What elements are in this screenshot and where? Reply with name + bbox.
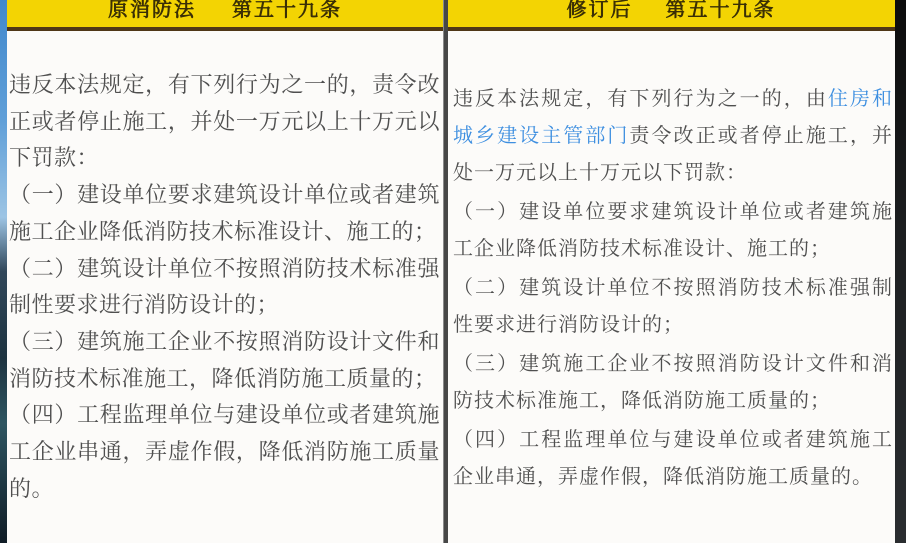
highlighted-term: 住房和城乡建设主管部门 <box>453 88 894 147</box>
right-window-edge <box>895 0 906 543</box>
law-text-run: 违反本法规定，有下列行为之一的，责令改正或者停止施工，并处一万元以上十万元以下罚款： <box>9 72 440 171</box>
law-text-run: （三）建筑施工企业不按照消防设计文件和消防技术标准施工，降低消防施工质量的； <box>9 328 440 391</box>
law-paragraph <box>9 324 440 397</box>
column-original-law <box>7 0 443 543</box>
law-text-run: （一）建设单位要求建筑设计单位或者建筑施工企业降低消防技术标准设计、施工的； <box>9 182 440 244</box>
law-text-run: 违反本法规定，有下列行为之一的，由 <box>453 88 828 110</box>
law-paragraph <box>453 422 893 496</box>
column-revised-law <box>447 0 895 543</box>
law-text-run: （二）建筑设计单位不按照消防技术标准强制性要求进行消防设计的； <box>9 255 440 318</box>
law-paragraph <box>453 346 893 420</box>
column-divider <box>443 0 448 543</box>
header-law-label: 原消防法 <box>108 0 196 21</box>
law-text-run: （三）建筑施工企业不按照消防设计文件和消防技术标准施工，降低消防施工质量的； <box>453 353 893 412</box>
law-text-run: （四）工程监理单位与建设单位或者建筑施工企业串通，弄虚作假，降低消防施工质量的。 <box>9 402 440 501</box>
column-header-original <box>7 0 443 31</box>
law-paragraph <box>453 194 893 268</box>
header-article-label: 第五十九条 <box>232 0 342 21</box>
law-paragraph <box>453 270 893 344</box>
law-paragraph <box>9 177 440 250</box>
law-text-run: （一）建设单位要求建筑设计单位或者建筑施工企业降低消防技术标准设计、施工的； <box>453 201 893 260</box>
column-header-revised <box>447 0 895 31</box>
left-window-edge <box>0 0 7 543</box>
law-paragraph <box>9 251 440 324</box>
column-body-original <box>7 31 443 507</box>
law-text-run: 责令改正或者停止施工，并处一万元以上十万元以下罚款： <box>453 125 894 184</box>
law-text-run: （二）建筑设计单位不按照消防技术标准强制性要求进行消防设计的； <box>453 277 893 336</box>
header-article-label: 第五十九条 <box>665 0 776 21</box>
law-paragraph <box>9 67 440 177</box>
column-body-revised <box>447 31 895 496</box>
law-paragraph <box>9 397 440 507</box>
law-text-run: （四）工程监理单位与建设单位或者建筑施工企业串通，弄虚作假，降低消防施工质量的。 <box>453 429 893 488</box>
header-law-label: 修订后 <box>566 0 633 21</box>
law-paragraph <box>453 81 893 192</box>
